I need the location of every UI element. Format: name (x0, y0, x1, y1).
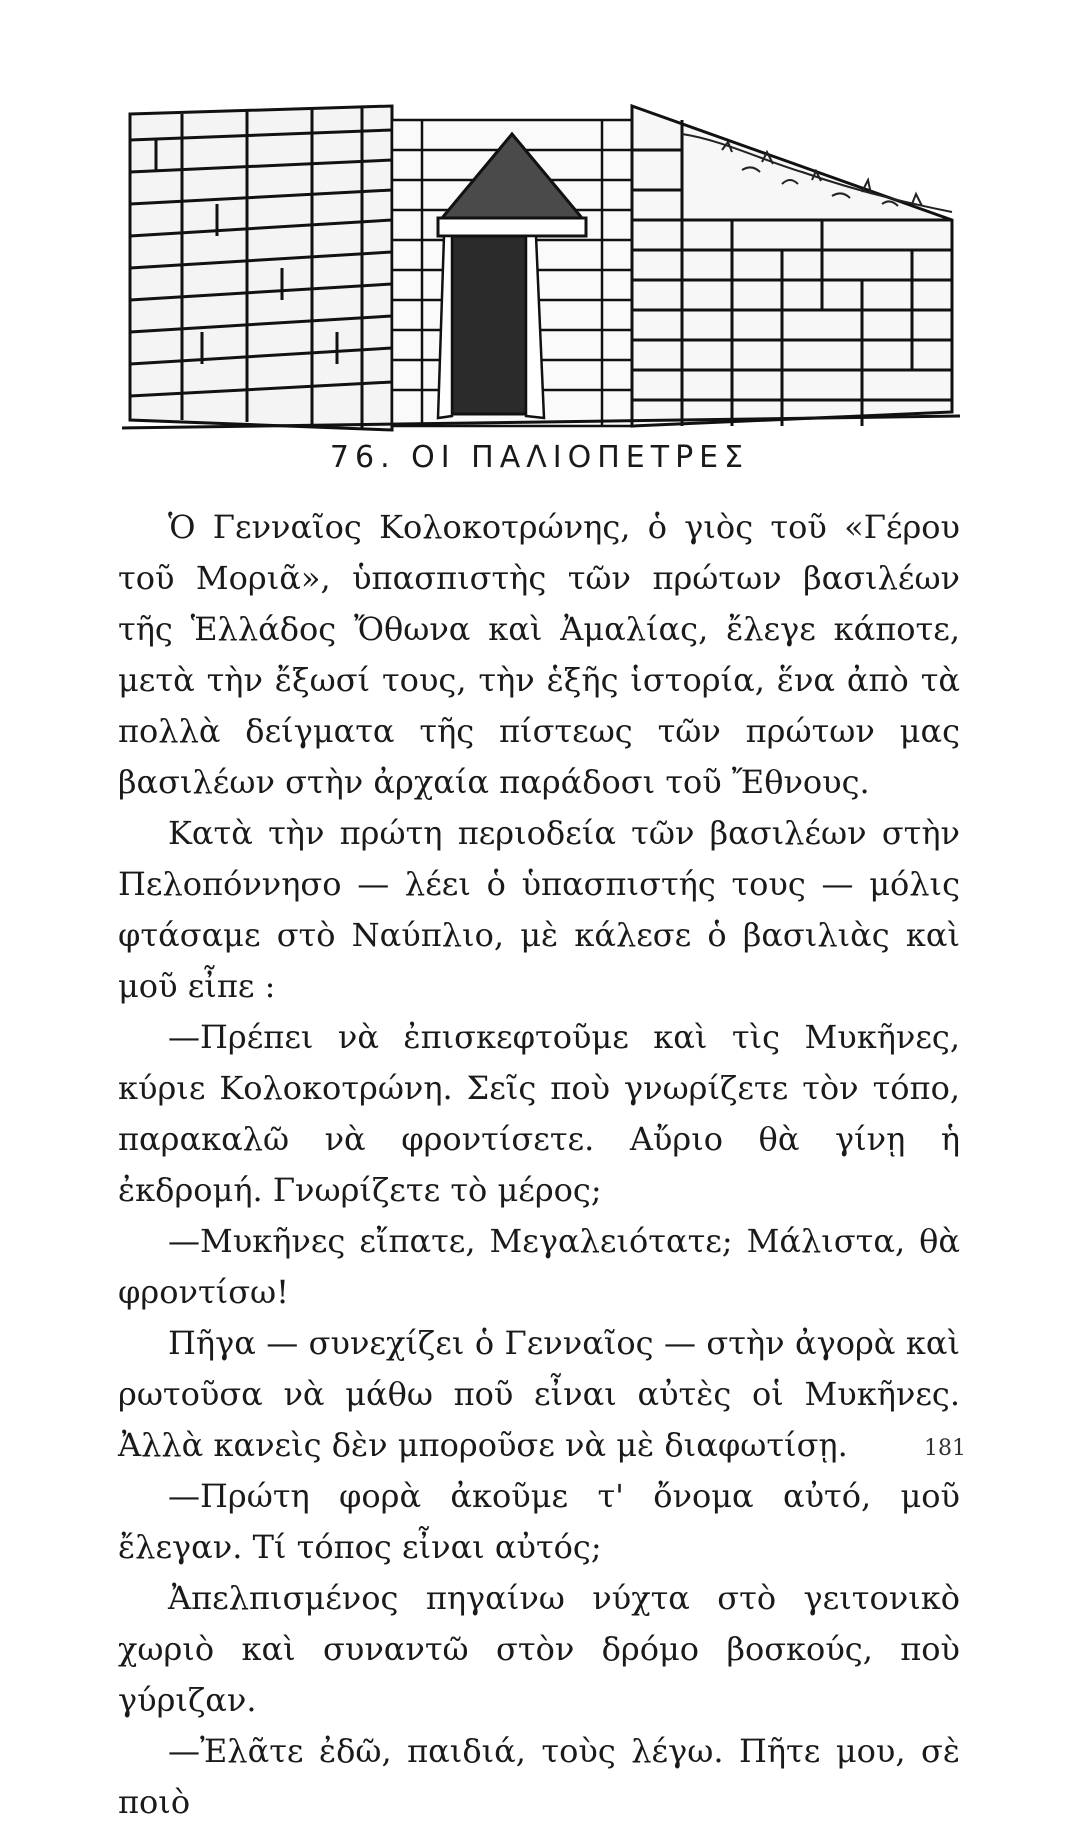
body-text (118, 502, 960, 1828)
doorway (452, 236, 526, 414)
chapter-title: ΟΙ ΠΑΛΙΟΠΕΤΡΕΣ (411, 440, 750, 475)
paragraph: Κατὰ τὴν πρώτη περιοδεία τῶν βασιλέων στὴν Πελοπόννησο — λέει ὁ ὑπασπιστής τους — μόλις φτάσαμε στὸ Ναύπλιο, μὲ κάλεσε ὁ βασιλιὰς καὶ μοῦ εἶπε : (118, 814, 960, 1005)
paragraph: —Μυκῆνες εἴπατε, Μεγαλειότατε; Μάλιστα, θὰ φροντίσω! (118, 1222, 960, 1311)
paragraph: Ἀπελπισμένος πηγαίνω νύχτα στὸ γειτονικὸ χωριὸ καὶ συναντῶ στὸν δρόμο βοσκούς, ποὺ γύριζαν. (118, 1579, 960, 1719)
illustration-mycenae-gateway (122, 100, 960, 432)
left-wall (130, 106, 392, 430)
lintel (438, 218, 586, 236)
paragraph: —Ἐλᾶτε ἐδῶ, παιδιά, τοὺς λέγω. Πῆτε μου, σὲ ποιὸ (118, 1732, 960, 1821)
paragraph: —Πρώτη φορὰ ἀκοῦμε τ' ὄνομα αὐτό, μοῦ ἔλεγαν. Τί τόπος εἶναι αὐτός; (118, 1477, 960, 1566)
chapter-number: 76. (329, 440, 396, 475)
page-number: 181 (924, 1436, 966, 1461)
paragraph: Ὁ Γενναῖος Κολοκοτρώνης, ὁ γιὸς τοῦ «Γέρου τοῦ Μοριᾶ», ὑπασπιστὴς τῶν πρώτων βασιλέων τῆς Ἑλλάδος Ὄθωνα καὶ Ἀμαλίας, ἔλεγε κάποτε, μετὰ τὴν ἔξωσί τους, τὴν ἑξῆς ἱστορία, ἕνα ἀπὸ τὰ πολλὰ δείγματα τῆς πίστεως τῶν πρώτων μας βασιλέων στὴν ἀρχαία παράδοσι τοῦ Ἔθνους. (118, 508, 960, 801)
chapter-heading (0, 440, 1079, 475)
paragraph: —Πρέπει νὰ ἐπισκεφτοῦμε καὶ τὶς Μυκῆνες, κύριε Κολοκοτρώνη. Σεῖς ποὺ γνωρίζετε τὸν τόπο, παρακαλῶ νὰ φροντίσετε. Αὔριο θὰ γίνῃ ἡ ἐκδρομή. Γνωρίζετε τὸ μέρος; (118, 1018, 960, 1209)
paragraph: Πῆγα — συνεχίζει ὁ Γενναῖος — στὴν ἀγορὰ καὶ ρωτοῦσα νὰ μάθω ποῦ εἶναι αὐτὲς οἱ Μυκῆνες. Ἀλλὰ κανεὶς δὲν μποροῦσε νὰ μὲ διαφωτίσῃ. (118, 1324, 960, 1464)
